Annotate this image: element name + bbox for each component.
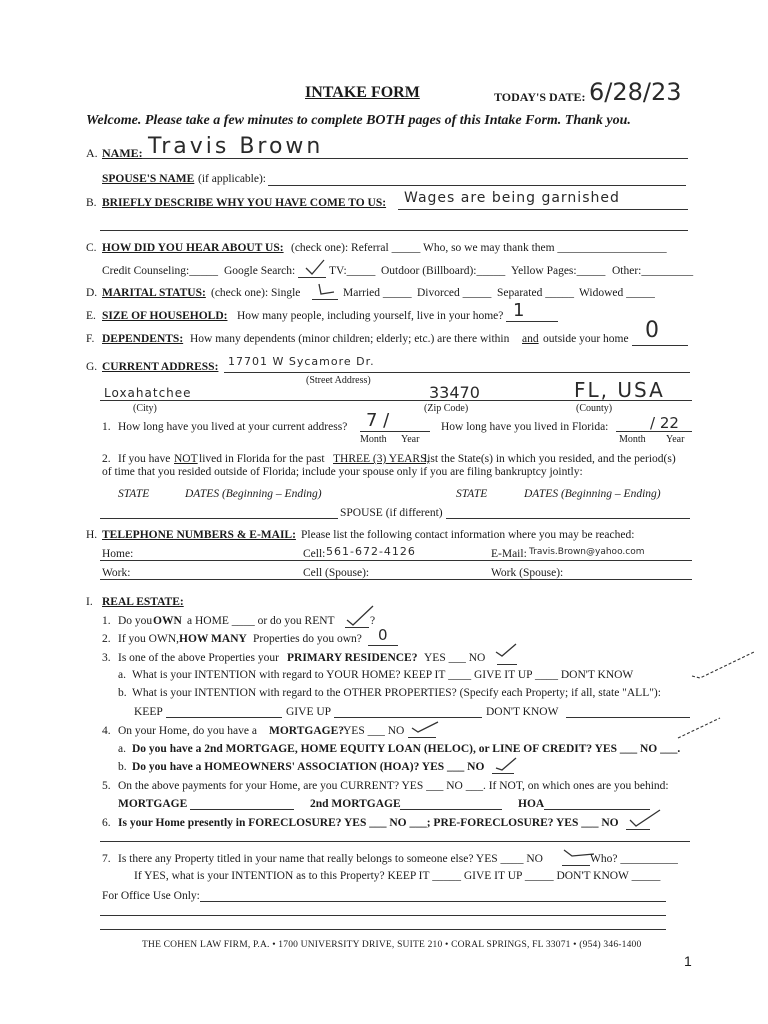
rent-line bbox=[345, 627, 369, 628]
second-mortgage-behind-line bbox=[400, 809, 502, 810]
primary-residence-bold: PRIMARY RESIDENCE? bbox=[287, 652, 418, 664]
section-f-letter: F. bbox=[86, 333, 95, 345]
mortgage-text-a: On your Home, do you have a bbox=[118, 725, 257, 737]
q2-text-a: If you have bbox=[118, 453, 171, 465]
spouse-if-different: SPOUSE (if different) bbox=[340, 507, 443, 519]
mortgage-behind-label: MORTGAGE bbox=[118, 798, 188, 810]
q2-line2: of time that you resided outside of Florida; include your spouse only if you are filing bankruptcy jointly: bbox=[102, 466, 583, 478]
florida-duration-question: How long have you lived in Florida: bbox=[441, 421, 609, 433]
mortgage-bold: MORTGAGE? bbox=[269, 725, 344, 737]
check-mark-icon bbox=[676, 716, 722, 740]
household-value[interactable]: 1 bbox=[513, 300, 525, 321]
married: Married _____ bbox=[343, 287, 412, 299]
cell-spouse-label: Cell (Spouse): bbox=[303, 567, 370, 579]
household-line bbox=[506, 321, 558, 322]
office-use-line-3 bbox=[100, 929, 666, 930]
section-i-letter: I. bbox=[86, 596, 93, 608]
check-mark-icon bbox=[494, 756, 518, 772]
office-use-label: For Office Use Only: bbox=[102, 890, 200, 902]
email-label: E-Mail: bbox=[491, 548, 527, 560]
reason-line-2 bbox=[100, 230, 688, 231]
state-column-header: STATE bbox=[118, 488, 150, 500]
dates2-column-header: DATES (Beginning – Ending) bbox=[524, 488, 661, 500]
other: Other:_________ bbox=[612, 265, 694, 277]
name-value[interactable]: Travis Brown bbox=[148, 134, 324, 159]
mortgage-text-b: YES ___ NO bbox=[343, 725, 405, 737]
telephone-label: TELEPHONE NUMBERS & E-MAIL: bbox=[102, 529, 296, 541]
hoa-behind-label: HOA bbox=[518, 798, 545, 810]
dontknow-label: DON'T KNOW bbox=[486, 706, 559, 718]
dependents-text-b: outside your home bbox=[543, 333, 629, 345]
section-g-letter: G. bbox=[86, 361, 98, 373]
form-title: INTAKE FORM bbox=[305, 84, 420, 101]
q2-number: 2. bbox=[102, 453, 111, 465]
current-address-duration-question: How long have you lived at your current address? bbox=[118, 421, 348, 433]
office-use-line-1 bbox=[200, 901, 666, 902]
state-entry-line-left bbox=[100, 518, 338, 519]
work-line bbox=[100, 579, 692, 580]
spouse-name-note: (if applicable): bbox=[198, 173, 267, 185]
section-c-letter: C. bbox=[86, 242, 97, 254]
q1-month-caption: Month bbox=[360, 434, 387, 445]
i-q4-number: 4. bbox=[102, 725, 111, 737]
i-q7-number: 7. bbox=[102, 853, 111, 865]
check-mark-icon bbox=[494, 642, 518, 660]
state-entry-line-right bbox=[446, 518, 690, 519]
city-caption: (City) bbox=[133, 403, 157, 414]
dependents-label: DEPENDENTS: bbox=[102, 333, 184, 345]
email-value[interactable]: Travis.Brown@yahoo.com bbox=[529, 547, 645, 557]
welcome-text: Welcome. Please take a few minutes to complete BOTH pages of this Intake Form. Thank you. bbox=[86, 113, 631, 128]
florida-duration-value[interactable]: / 22 bbox=[650, 414, 679, 432]
i-q1-number: 1. bbox=[102, 615, 111, 627]
q1b-month-caption: Month bbox=[619, 434, 646, 445]
primary-residence-text-a: Is one of the above Properties your bbox=[118, 652, 279, 664]
foreclosure-question: Is your Home presently in FORECLOSURE? YES ___ NO ___; PRE-FORECLOSURE? YES ___ NO bbox=[118, 817, 619, 829]
current-address-duration-line bbox=[360, 431, 430, 432]
section-d-letter: D. bbox=[86, 287, 98, 299]
telephone-instructions: Please list the following contact information where you may be reached: bbox=[301, 529, 635, 541]
household-question: How many people, including yourself, live in your home? bbox=[237, 310, 504, 322]
address-label: CURRENT ADDRESS: bbox=[102, 361, 219, 373]
reason-label: BRIEFLY DESCRIBE WHY YOU HAVE COME TO US: bbox=[102, 197, 387, 209]
street-value[interactable]: 17701 W Sycamore Dr. bbox=[228, 355, 375, 368]
i-q3b-label: b. bbox=[118, 687, 127, 699]
check-mark-icon bbox=[628, 808, 662, 828]
dependents-line bbox=[632, 345, 688, 346]
county-caption: (County) bbox=[576, 403, 613, 414]
google-search: Google Search: bbox=[224, 265, 296, 277]
q1-number: 1. bbox=[102, 421, 111, 433]
own-text-a: Do you bbox=[118, 615, 153, 627]
hear-about-row1: (check one): Referral _____ Who, so we may thank them ___________________ bbox=[291, 242, 667, 254]
current-payments-question: On the above payments for your Home, are you CURRENT? YES ___ NO ___. If NOT, on which ones are you behind: bbox=[118, 780, 669, 792]
how-many-value[interactable]: 0 bbox=[378, 626, 388, 644]
titled-property-intention: If YES, what is your INTENTION as to this Property? KEEP IT _____ GIVE IT UP _____ DON'T KNOW _____ bbox=[134, 870, 661, 882]
own-bold: OWN bbox=[153, 615, 182, 627]
dependents-value[interactable]: 0 bbox=[645, 318, 659, 343]
how-many-text-b: Properties do you own? bbox=[253, 633, 362, 645]
widowed: Widowed _____ bbox=[579, 287, 655, 299]
street-line bbox=[224, 372, 690, 373]
page-number: 1 bbox=[684, 953, 692, 969]
own-text-c: ? bbox=[370, 615, 376, 627]
name-label: NAME: bbox=[102, 146, 143, 160]
i-q6-number: 6. bbox=[102, 817, 111, 829]
single-line bbox=[312, 299, 338, 300]
real-estate-label: REAL ESTATE: bbox=[102, 596, 184, 608]
intention-home-question: What is your INTENTION with regard to YOUR HOME? KEEP IT ____ GIVE IT UP ____ DON'T KNOW bbox=[132, 669, 634, 681]
separated: Separated _____ bbox=[497, 287, 574, 299]
office-use-line-2 bbox=[100, 915, 666, 916]
q6-separator-line bbox=[100, 841, 690, 842]
cell-label: Cell: bbox=[303, 548, 326, 560]
dates-column-header: DATES (Beginning – Ending) bbox=[185, 488, 322, 500]
check-mark-icon bbox=[316, 282, 336, 298]
q1-year-caption: Year bbox=[401, 434, 420, 445]
marital-check-one: (check one): Single bbox=[211, 287, 301, 299]
check-mark-icon bbox=[410, 718, 440, 734]
titled-property-who: Who? __________ bbox=[590, 853, 678, 865]
q2-not: NOT bbox=[174, 453, 198, 465]
giveup-line bbox=[334, 717, 482, 718]
i-q5-number: 5. bbox=[102, 780, 111, 792]
home-cell-email-line bbox=[100, 560, 692, 561]
spouse-name-label: SPOUSE'S NAME bbox=[102, 173, 195, 185]
hoa-question: Do you have a HOMEOWNERS' ASSOCIATION (HOA)? YES ___ NO bbox=[132, 761, 485, 773]
q1b-year-caption: Year bbox=[666, 434, 685, 445]
county-value[interactable]: FL, USA bbox=[574, 378, 665, 402]
section-h-letter: H. bbox=[86, 529, 98, 541]
street-caption: (Street Address) bbox=[306, 375, 371, 386]
hoa-no-line bbox=[492, 773, 514, 774]
q2-three-years: THREE (3) YEARS, bbox=[333, 453, 430, 465]
current-address-duration-value[interactable]: 7 / bbox=[366, 410, 390, 431]
titled-property-question: Is there any Property titled in your name that really belongs to someone else? YES ____ NO bbox=[118, 853, 543, 865]
google-line bbox=[298, 277, 326, 278]
primary-residence-no-line bbox=[497, 664, 517, 665]
hear-about-label: HOW DID YOU HEAR ABOUT US: bbox=[102, 242, 284, 254]
dependents-text-a: How many dependents (minor children; elderly; etc.) are there within bbox=[190, 333, 510, 345]
how-many-text-a: If you OWN, bbox=[118, 633, 179, 645]
date-label: TODAY'S DATE: bbox=[494, 90, 586, 104]
florida-duration-line bbox=[616, 431, 692, 432]
state2-column-header: STATE bbox=[456, 488, 488, 500]
second-mortgage-question: Do you have a 2nd MORTGAGE, HOME EQUITY LOAN (HELOC), or LINE OF CREDIT? YES ___ NO ___. bbox=[132, 743, 681, 755]
work-spouse-label: Work (Spouse): bbox=[491, 567, 564, 579]
i-q4a-label: a. bbox=[118, 743, 126, 755]
zip-value[interactable]: 33470 bbox=[429, 383, 480, 402]
marital-status-label: MARITAL STATUS: bbox=[102, 287, 206, 299]
home-phone-label: Home: bbox=[102, 548, 134, 560]
titled-property-no-line bbox=[562, 865, 590, 866]
how-many-line bbox=[368, 645, 398, 646]
i-q3-number: 3. bbox=[102, 652, 111, 664]
credit-counseling: Credit Counseling:_____ bbox=[102, 265, 218, 277]
zip-caption: (Zip Code) bbox=[424, 403, 469, 414]
check-mark-icon bbox=[690, 650, 756, 680]
primary-residence-text-b: YES ___ NO bbox=[424, 652, 486, 664]
foreclosure-no-line bbox=[626, 829, 650, 830]
intention-other-question: What is your INTENTION with regard to the OTHER PROPERTIES? (Specify each Property; if all, state "ALL"): bbox=[132, 687, 661, 699]
work-phone-label: Work: bbox=[102, 567, 131, 579]
city-value[interactable]: Loxahatchee bbox=[104, 386, 192, 400]
giveup-label: GIVE UP bbox=[286, 706, 332, 718]
reason-value[interactable]: Wages are being garnished bbox=[404, 190, 620, 206]
i-q2-number: 2. bbox=[102, 633, 111, 645]
q2-text-b: lived in Florida for the past bbox=[199, 453, 325, 465]
own-text-b: a HOME ____ or do you RENT bbox=[187, 615, 335, 627]
how-many-bold: HOW MANY bbox=[179, 633, 247, 645]
section-b-letter: B. bbox=[86, 197, 97, 209]
section-e-letter: E. bbox=[86, 310, 96, 322]
keep-line bbox=[166, 717, 282, 718]
name-line bbox=[142, 158, 688, 159]
mortgage-no-line bbox=[408, 737, 436, 738]
yellow-pages: Yellow Pages:_____ bbox=[511, 265, 606, 277]
q2-text-c: list the State(s) in which you resided, and the period(s) bbox=[424, 453, 676, 465]
dependents-and: and bbox=[522, 333, 539, 345]
check-mark-icon bbox=[304, 258, 326, 276]
cell-value[interactable]: 561-672-4126 bbox=[326, 545, 416, 558]
tv: TV:_____ bbox=[329, 265, 376, 277]
second-mortgage-behind-label: 2nd MORTGAGE bbox=[310, 798, 401, 810]
date-value[interactable]: 6/28/23 bbox=[589, 78, 682, 106]
keep-label: KEEP bbox=[134, 706, 163, 718]
firm-address-footer: THE COHEN LAW FIRM, P.A. • 1700 UNIVERSITY DRIVE, SUITE 210 • CORAL SPRINGS, FL 33071 • (954) 346-1400 bbox=[142, 940, 642, 950]
mortgage-behind-line bbox=[190, 809, 294, 810]
section-a-letter: A. bbox=[86, 146, 98, 160]
divorced: Divorced _____ bbox=[417, 287, 492, 299]
outdoor-billboard: Outdoor (Billboard):_____ bbox=[381, 265, 506, 277]
dontknow-line bbox=[566, 717, 690, 718]
i-q3a-label: a. bbox=[118, 669, 126, 681]
household-label: SIZE OF HOUSEHOLD: bbox=[102, 310, 228, 322]
i-q4b-label: b. bbox=[118, 761, 127, 773]
spouse-name-line bbox=[268, 185, 686, 186]
reason-line-1 bbox=[398, 209, 688, 210]
